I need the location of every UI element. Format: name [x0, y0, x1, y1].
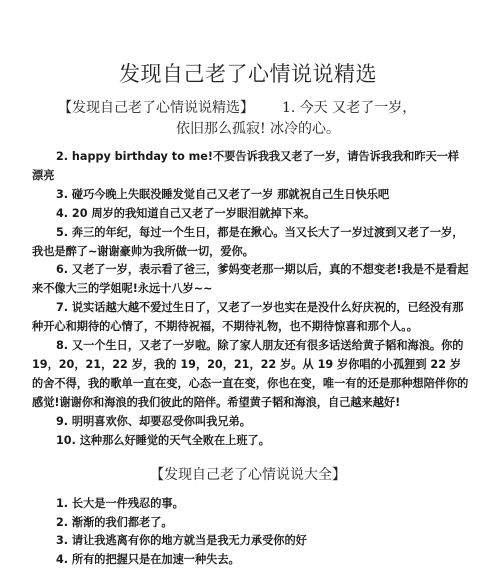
section-intro-line1 [58, 98, 448, 119]
page-title: 发现自己老了心情说说精选 [0, 58, 496, 88]
list-item: 10. 这种那么好睡觉的天气全败在上班了。 [32, 432, 470, 451]
intro-text-2: 依旧那么孤寂! 冰冷的心。 [58, 119, 448, 140]
intro-text-1: 1. 今天 又老了一岁， [282, 100, 416, 116]
list-item: 3. 请让我逃离有你的地方就当是我无力承受你的好 [32, 532, 470, 551]
list-item: 4. 20 周岁的我知道自己又老了一岁眼泪就掉下来。 [32, 205, 470, 224]
list-item: 3. 碰巧今晚上失眠没睡发觉自己又老了一岁 那就祝自己生日快乐吧 [32, 186, 470, 205]
list-item: 9. 明明喜欢你、却要忍受你叫我兄弟。 [32, 413, 470, 432]
list-item: 1. 长大是一件残忍的事。 [32, 495, 470, 514]
list-item: 6. 又老了一岁，表示看了爸三，爹妈变老那一期以后，真的不想变老!我是不是看起来不像大三的学姐呢!永远十八岁~~ [32, 261, 470, 299]
list-item: 2. 渐渐的我们都老了。 [32, 514, 470, 533]
list-item: 5. 奔三的年纪，每过一个生日，都是在揪心。当又长大了一岁过渡到又老了一岁，我也是醉了~谢谢豪帅为我所做一切，爱你。 [32, 224, 470, 262]
list-item: 7. 说实话越大越不爱过生日了，又老了一岁也实在是没什么好庆祝的，已经没有那种开心和期待的心情了，不期待祝福，不期待礼物，也不期待惊喜和那个人。。 [32, 299, 470, 337]
section-intro [58, 98, 448, 140]
item-list-1 [32, 148, 470, 451]
list-item: 4. 所有的把握只是在加速一种失去。 [32, 551, 470, 569]
list-item: 2. happy birthday to me!不要告诉我我又老了一岁，请告诉我我和昨天一样漂亮 [32, 148, 470, 186]
section-heading-1: 【发现自己老了心情说说精选】 [58, 100, 254, 116]
section-heading-2: 【发现自己老了心情说说大全】 [0, 464, 496, 484]
list-item: 8. 又一个生日，又老了一岁啦。除了家人朋友还有很多话送给黄子韬和海浪。你的 19，20，21，22 岁，我的 19，20，21，22 岁。从 19 岁你唱的小孤狸到 22 岁的舍不得，我的歌单一直在变，心态一直在变，你也在变，唯一有的还是那种想陪伴你的感觉!谢谢你和海浪的我们彼此的陪伴。希望黄子韬和海浪，自己越来越好! [32, 337, 470, 413]
item-list-2 [32, 495, 470, 569]
